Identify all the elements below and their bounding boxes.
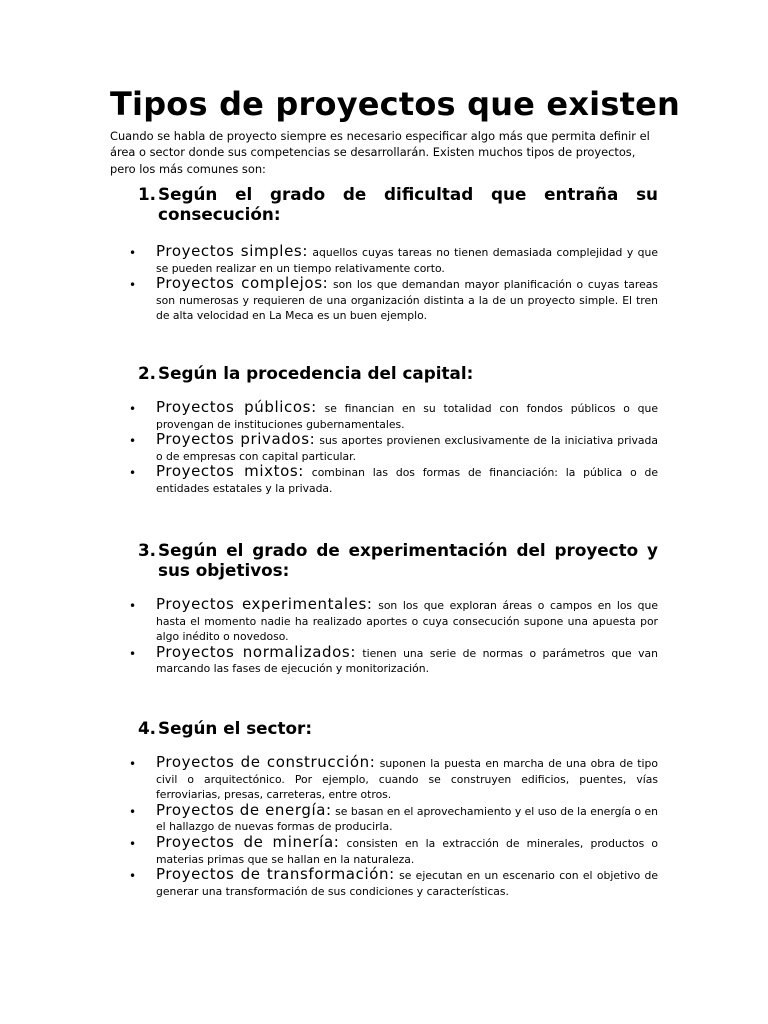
item-text: se basan en el aprovechamiento y el uso de la energía o en el hallazgo de nuevas formas de producirla. <box>156 804 658 834</box>
item-term: Proyectos mixtos: <box>156 462 304 481</box>
section-heading-text: Según la procedencia del capital: <box>158 363 474 383</box>
list-item <box>110 642 658 677</box>
item-term: Proyectos complejos: <box>156 274 329 293</box>
section-number: 1. <box>137 184 156 204</box>
list-item <box>110 800 658 835</box>
item-term: Proyectos experimentales: <box>156 595 373 613</box>
item-text: sus aportes provienen exclusivamente de la iniciativa privada o de empresas con capital particular. <box>156 434 659 463</box>
item-text: se financian en su totalidad con fondos públicos o que provengan de instituciones gubernamentales. <box>156 402 659 431</box>
list-item <box>110 244 658 276</box>
bullet-icon: • <box>129 278 137 293</box>
bullet-icon: • <box>129 646 137 661</box>
item-list <box>110 244 658 324</box>
item-text: aquellos cuyas tareas no tienen demasiada complejidad y que se pueden realizar en un tiempo relativamente corto. <box>156 246 658 275</box>
bullet-icon: • <box>129 466 137 481</box>
item-list <box>110 597 658 677</box>
page-title: Tipos de proyectos que existen <box>110 85 680 123</box>
item-text: consisten en la extracción de minerales, productos o materias primas que se hallan en la naturaleza. <box>156 836 658 866</box>
item-term: Proyectos simples: <box>156 242 308 260</box>
intro-paragraph: Cuando se habla de proyecto siempre es necesario especificar algo más que permita definir el área o sector donde sus competencias se desarrollarán. Existen muchos tipos de proyectos, pero los más comunes son: <box>110 129 650 176</box>
item-list <box>110 755 658 899</box>
section-number: 4. <box>137 718 156 738</box>
bullet-icon: • <box>129 246 137 260</box>
section-capital <box>110 363 658 497</box>
item-text: combinan las dos formas de financiación: la pública o de entidades estatales y la privada. <box>156 466 658 495</box>
list-item <box>110 276 658 324</box>
bullet-icon: • <box>129 757 137 771</box>
item-text: son los que demandan mayor planificación o cuyas tareas son numerosas y requieren de una organización distinta a la de un proyecto simple. El tren de alta velocidad en La Meca es un buen ejemplo. <box>156 278 658 323</box>
item-term: Proyectos normalizados: <box>156 642 356 661</box>
item-text: tienen una serie de normas o parámetros que van marcando las fases de ejecución y monitorización. <box>156 646 658 676</box>
section-heading-text: Según el grado de experimentación del proyecto y sus objetivos: <box>158 540 658 580</box>
item-term: Proyectos privados: <box>156 430 316 449</box>
section-sector <box>110 718 658 899</box>
bullet-icon: • <box>129 836 137 851</box>
section-experimentacion <box>110 540 658 677</box>
list-item <box>110 832 658 867</box>
bullet-icon: • <box>129 402 137 416</box>
section-number: 3. <box>137 540 156 560</box>
section-heading <box>110 540 658 580</box>
item-text: son los que exploran áreas o campos en los que hasta el momento nadie ha realizado aportes o cuya consecución supone una apuesta por algo inédito o novedoso. <box>156 599 658 644</box>
list-item <box>110 597 658 645</box>
item-list <box>110 400 658 497</box>
list-item <box>110 432 658 464</box>
section-heading <box>110 718 658 738</box>
section-heading-text: Según el grado de dificultad que entraña su consecución: <box>158 184 658 224</box>
section-heading-text: Según el sector: <box>158 718 313 738</box>
section-heading <box>110 363 658 383</box>
list-item <box>110 464 658 496</box>
list-item <box>110 755 658 803</box>
list-item <box>110 867 658 899</box>
item-term: Proyectos de minería: <box>156 832 340 851</box>
section-heading <box>110 184 658 224</box>
bullet-icon: • <box>129 869 137 884</box>
bullet-icon: • <box>129 434 137 449</box>
item-term: Proyectos públicos: <box>156 398 317 416</box>
item-term: Proyectos de energía: <box>156 800 332 819</box>
section-dificultad <box>110 184 658 324</box>
list-item <box>110 400 658 432</box>
bullet-icon: • <box>129 599 137 613</box>
item-text: se ejecutan en un escenario con el objetivo de generar una transformación de sus condiciones y características. <box>156 869 659 898</box>
item-term: Proyectos de transformación: <box>156 865 395 884</box>
section-number: 2. <box>137 363 156 383</box>
bullet-icon: • <box>129 804 137 819</box>
item-term: Proyectos de construcción: <box>156 753 376 771</box>
item-text: suponen la puesta en marcha de una obra de tipo civil o arquitectónico. Por ejemplo, cuando se construyen edificios, puentes, vías ferroviarias, presas, carreteras, entre otros. <box>156 757 659 802</box>
